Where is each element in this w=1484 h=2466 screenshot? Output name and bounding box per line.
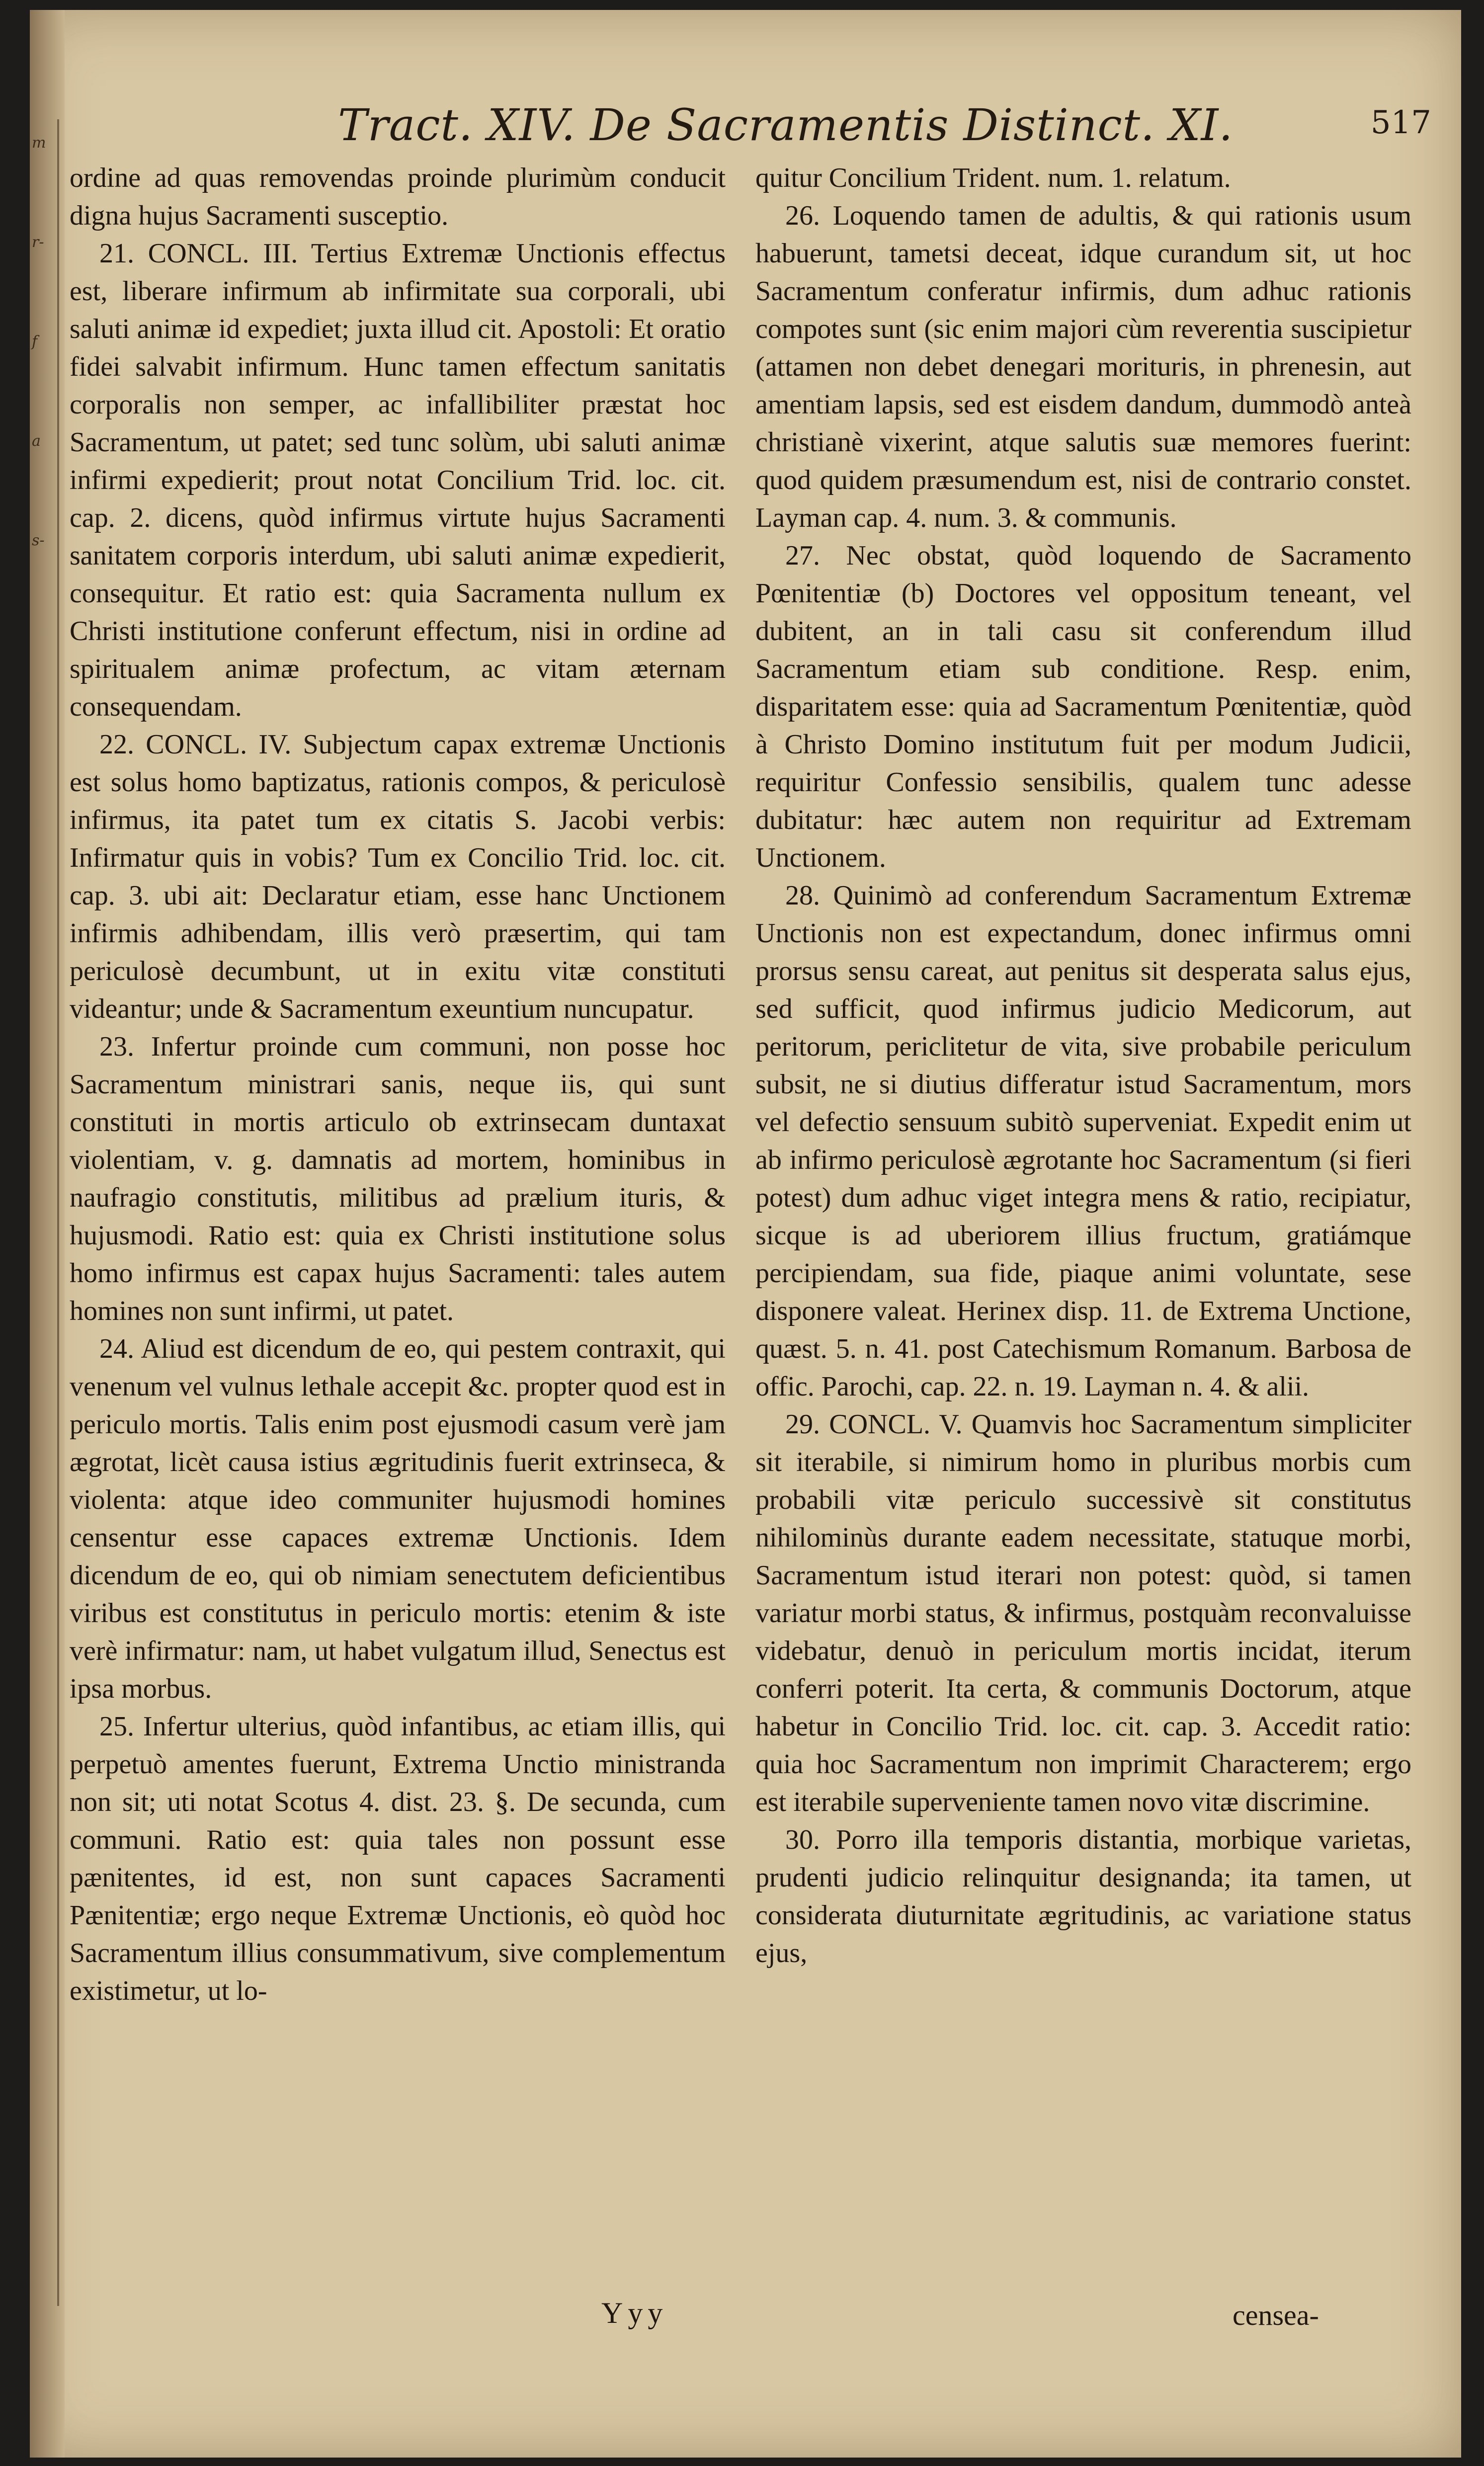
paragraph: 28. Quinimò ad conferendum Sacramentum Extremæ Unctionis non est expectandum, donec infirmus omni prorsus sensu careat, aut penitus sit desperata salus ejus, sed sufficit, quod infirmus judicio Medicorum, aut peritorum, periclitetur de vita, sive probabile periculum subsit, ne si diutius differatur istud Sacramentum, mors vel defectio sensuum subitò superveniat. Expedit enim ut ab infirmo periculosè ægrotante hoc Sacramentum (si fieri potest) dum adhuc viget integra mens & ratio, recipiatur, sicque is ad uberiorem illius fructum, gratiámque percipiendam, sua fide, piaque animi voluntate, sese disponere valeat. Herinex disp. 11. de Extrema Unctione, quæst. 5. n. 41. post Catechismum Romanum. Barbosa de offic. Parochi, cap. 22. n. 19. Layman n. 4. & alii. bbox=[755, 880, 1411, 1402]
signature-mark: Yyy bbox=[601, 2297, 668, 2329]
gutter-fragment: m bbox=[32, 134, 46, 152]
paragraph: 22. CONCL. IV. Subjectum capax extremæ Unctionis est solus homo baptizatus, rationis compos, & periculosè infirmus, ita patet tum ex citatis S. Jacobi verbis: Infirmatur quis in vobis? Tum ex Concilio Trid. loc. cit. cap. 3. ubi ait: Declaratur etiam, esse hanc Unctionem infirmis adhibendam, illis verò præsertim, qui tam periculosè decumbunt, ut in exitu vitæ constituti videantur; unde & Sacramentum exeuntium nuncupatur. bbox=[70, 729, 726, 1024]
gutter-fragment: a bbox=[32, 432, 41, 450]
book-page bbox=[30, 10, 1461, 2458]
paragraph: 23. Infertur proinde cum communi, non posse hoc Sacramentum ministrari sanis, neque iis, qui sunt constituti in mortis articulo ob extrinsecam duntaxat violentiam, v. g. damnatis ad mortem, hominibus in naufragio constitutis, militibus ad prælium ituris, & hujusmodi. Ratio est: quia ex Christi institutione solus homo infirmus est capax hujus Sacramenti: tales autem homines non sunt infirmi, ut patet. bbox=[70, 1031, 726, 1326]
catchword: censea- bbox=[1233, 2299, 1319, 2331]
paragraph: quitur Concilium Trident. num. 1. relatum. bbox=[755, 163, 1231, 193]
facing-page-fragments bbox=[32, 134, 52, 631]
gutter-fragment: s- bbox=[32, 532, 45, 549]
paragraph: 29. CONCL. V. Quamvis hoc Sacramentum simpliciter sit iterabile, si nimirum homo in pluribus morbis cum probabili vitæ periculo successivè sit constitutus nihilominùs durante eadem necessitate, statuque morbi, Sacramentum istud iterari non potest: quòd, si tamen variatur morbi status, & infirmus, postquàm reconvaluisse videbatur, denuò in periculum mortis incidat, iterum conferri poterit. Ita certa, & communis Doctorum, atque habetur in Concilio Trid. loc. cit. cap. 3. Accedit ratio: quia hoc Sacramentum non imprimit Characterem; ergo est iterabile superveniente tamen novo vitæ discrimine. bbox=[755, 1409, 1411, 1817]
page-number: 517 bbox=[1370, 104, 1431, 141]
paragraph: 26. Loquendo tamen de adultis, & qui rationis usum habuerunt, tametsi deceat, idque curandum sit, ut hoc Sacramentum conferatur infirmis, dum adhuc rationis compotes sunt (sic enim majori cùm reverentia suscipietur (attamen non debet denegari morituris, in phrenesin, aut amentiam lapsis, sed est eisdem dandum, dummodò anteà christianè vixerint, atque salutis suæ memores fuerint: quod quidem præsumendum est, nisi de contrario constet. Layman cap. 4. num. 3. & communis. bbox=[755, 200, 1411, 533]
paragraph: 21. CONCL. III. Tertius Extremæ Unctionis effectus est, liberare infirmum ab infirmitate sua corporali, ubi saluti animæ id expediet; juxta illud cit. Apostoli: Et oratio fidei salvabit infirmum. Hunc tamen effectum sanitatis corporalis non semper, ac infallibiliter præstat hoc Sacramentum, ut patet; sed tunc solùm, ubi saluti animæ infirmi expedierit; prout notat Concilium Trid. loc. cit. cap. 2. dicens, quòd infirmus virtute hujus Sacramenti sanitatem corporis interdum, ubi saluti animæ expedierit, consequitur. Et ratio est: quia Sacramenta nullum ex Christi institutione conferunt effectum, nisi in ordine ad spiritualem animæ profectum, ac vitam æternam consequendam. bbox=[70, 238, 726, 722]
running-head: Tract. XIV. De Sacramentis Distinct. XI. bbox=[338, 99, 1234, 151]
gutter-fragment: r- bbox=[32, 234, 44, 251]
paragraph: 30. Porro illa temporis distantia, morbique varietas, prudenti judicio relinquitur designanda; ita tamen, ut considerata diuturnitate ægritudinis, ac variatione status ejus, bbox=[755, 1824, 1411, 1969]
left-column bbox=[70, 159, 726, 2010]
paragraph: ordine ad quas removendas proinde plurimùm conducit digna hujus Sacramenti susceptio. bbox=[70, 163, 726, 231]
gutter-fragment: f bbox=[32, 333, 38, 350]
paragraph: 24. Aliud est dicendum de eo, qui pestem contraxit, qui venenum vel vulnus lethale accepit &c. propter quod est in periculo mortis. Talis enim post ejusmodi casum verè jam ægrotat, licèt causa istius ægritudinis fuerit extrinseca, & violenta: atque ideo communiter hujusmodi homines censentur esse capaces extremæ Unctionis. Idem dicendum de eo, qui ob nimiam senectutem deficientibus viribus est constitutus in periculo mortis: etenim & iste verè infirmatur: nam, ut habet vulgatum illud, Senectus est ipsa morbus. bbox=[70, 1333, 726, 1704]
right-column bbox=[755, 159, 1411, 1972]
paragraph: 25. Infertur ulterius, quòd infantibus, ac etiam illis, qui perpetuò amentes fuerunt, Extrema Unctio ministranda non sit; uti notat Scotus 4. dist. 23. §. De secunda, cum communi. Ratio est: quia tales non possunt esse pænitentes, id est, non sunt capaces Sacramenti Pænitentiæ; ergo neque Extremæ Unctionis, eò quòd hoc Sacramentum illius consummativum, sive complementum existimetur, ut lo- bbox=[70, 1711, 726, 2006]
page-header bbox=[338, 99, 1431, 154]
paragraph: 27. Nec obstat, quòd loquendo de Sacramento Pœnitentiæ (b) Doctores vel oppositum teneant, vel dubitent, an in tali casu sit conferendum illud Sacramentum etiam sub conditione. Resp. enim, disparitatem esse: quia ad Sacramentum Pœnitentiæ, quòd à Christo Domino institutum fuit per modum Judicii, requiritur Confessio sensibilis, qualem tunc adesse dubitatur: hæc autem non requiritur ad Extremam Unctionem. bbox=[755, 540, 1411, 873]
column-rule bbox=[57, 119, 59, 2306]
